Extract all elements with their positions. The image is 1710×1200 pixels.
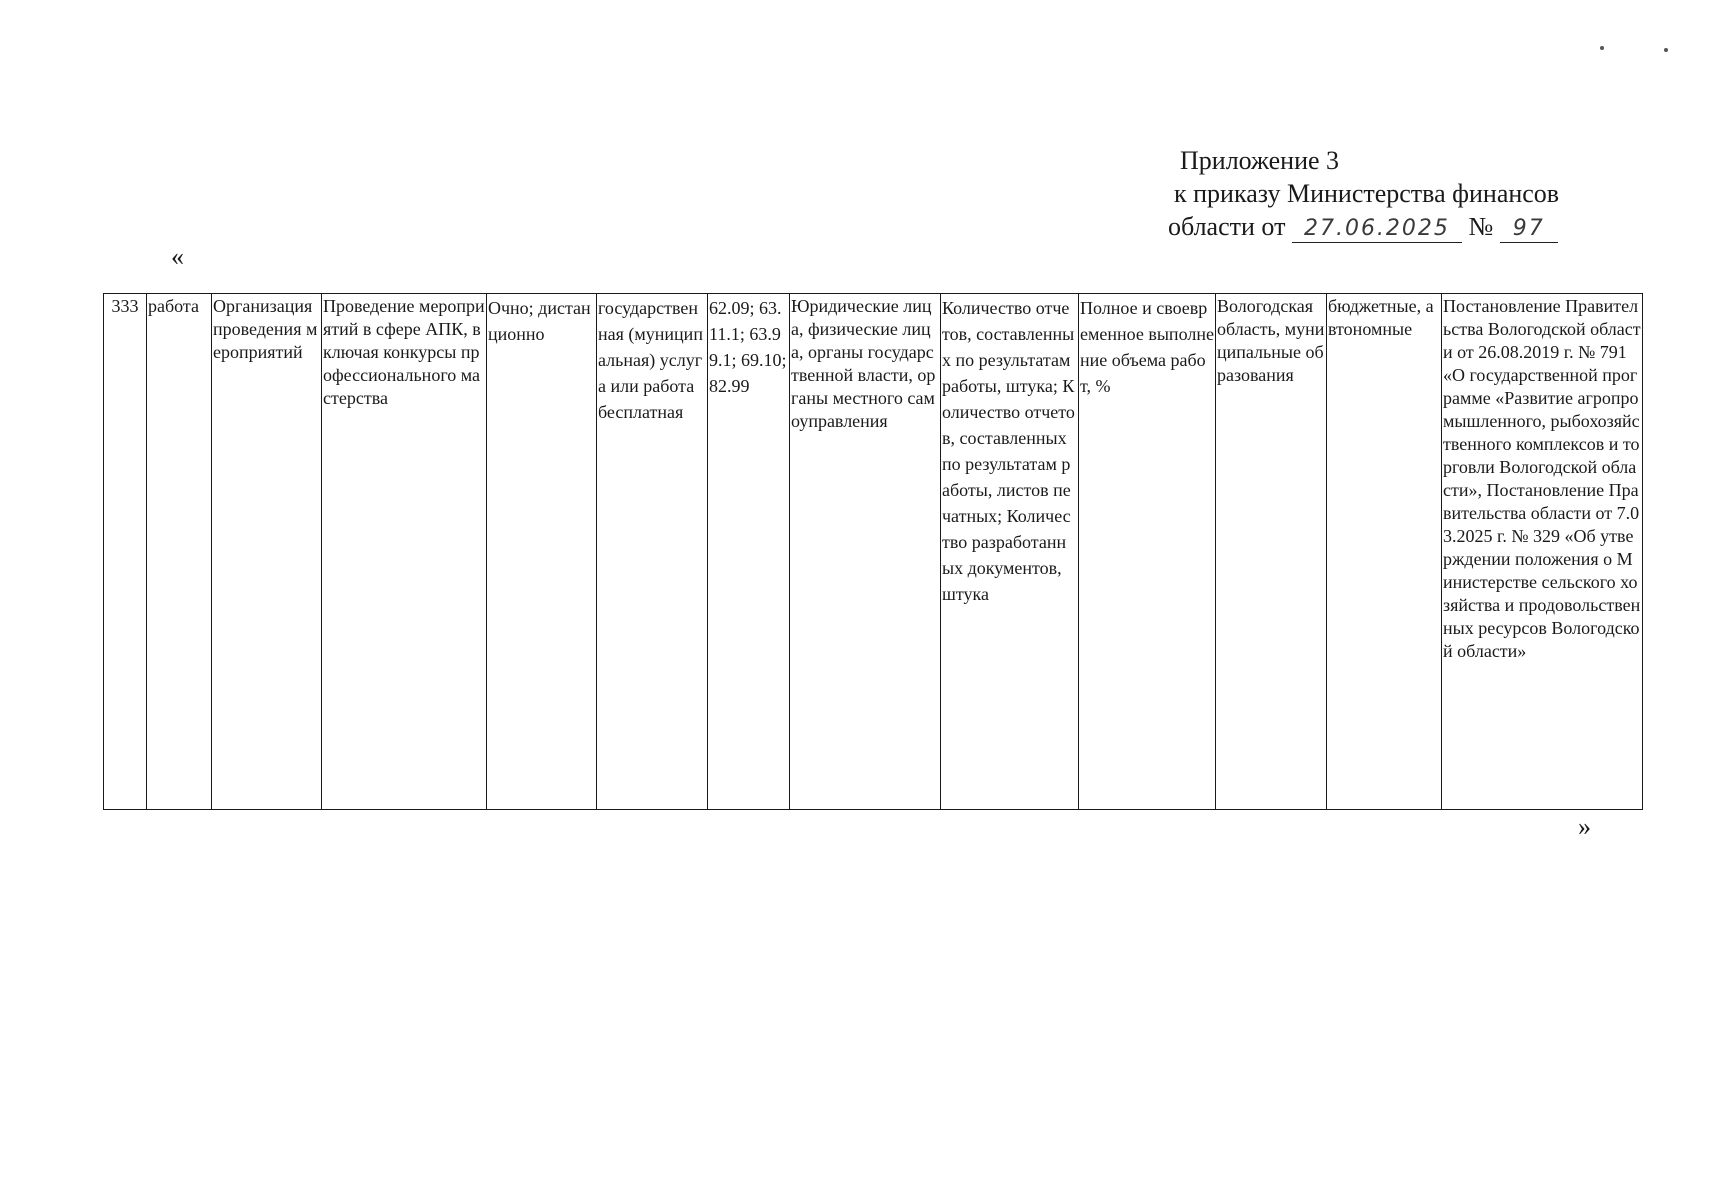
cell-name: Организация проведения мероприятий	[212, 294, 322, 810]
registry-table	[103, 293, 1643, 810]
cell-institution-type: бюджетные, автономные	[1327, 294, 1442, 810]
opening-quote: «	[171, 242, 184, 271]
appendix-order-date-line	[1168, 210, 1559, 243]
cell-legal-basis: Постановление Правительства Вологодской области от 26.08.2019 г. № 791 «О государственной программе «Развитие агропромышленного, рыбохозяйственного комплексов и торговли Вологодской области», Постановление Правительства области от 7.03.2025 г. № 329 «Об утверждении положения о Министерстве сельского хозяйства и продовольственных ресурсов Вологодской области»	[1442, 294, 1643, 810]
cell-number: 333	[104, 294, 147, 810]
closing-quote: »	[1578, 812, 1591, 841]
scan-speck	[1664, 48, 1668, 52]
cell-type: работа	[147, 294, 212, 810]
cell-payment: государственная (муниципальная) услуга или работа бесплатная	[597, 294, 708, 810]
appendix-title: Приложение 3	[1180, 146, 1340, 175]
cell-quality-indicators: Полное и своевременное выполнение объема работ, %	[1079, 294, 1216, 810]
cell-codes: 62.09; 63.11.1; 63.99.1; 69.10; 82.99	[708, 294, 790, 810]
order-date-handwritten: 27.06.2025	[1292, 216, 1462, 243]
order-number-handwritten: 97	[1500, 216, 1558, 243]
order-number-sign: №	[1468, 212, 1494, 241]
order-date-prefix: области от	[1168, 212, 1286, 241]
cell-consumers: Юридические лица, физические лица, органы государственной власти, органы местного самоуправления	[790, 294, 941, 810]
scan-speck	[1600, 46, 1604, 50]
cell-volume-indicators: Количество отчетов, составленных по результатам работы, штука; Количество отчетов, составленных по результатам работы, листов печатных; Количество разработанных документов, штука	[941, 294, 1079, 810]
cell-form: Очно; дистанционно	[487, 294, 597, 810]
appendix-header	[1168, 144, 1559, 243]
scan-specks	[1600, 44, 1680, 54]
appendix-order-ref: к приказу Министерства финансов	[1174, 179, 1560, 208]
cell-territory: Вологодская область, муниципальные образования	[1216, 294, 1327, 810]
table-row	[104, 294, 1643, 810]
cell-content: Проведение мероприятий в сфере АПК, включая конкурсы профессионального мастерства	[322, 294, 487, 810]
